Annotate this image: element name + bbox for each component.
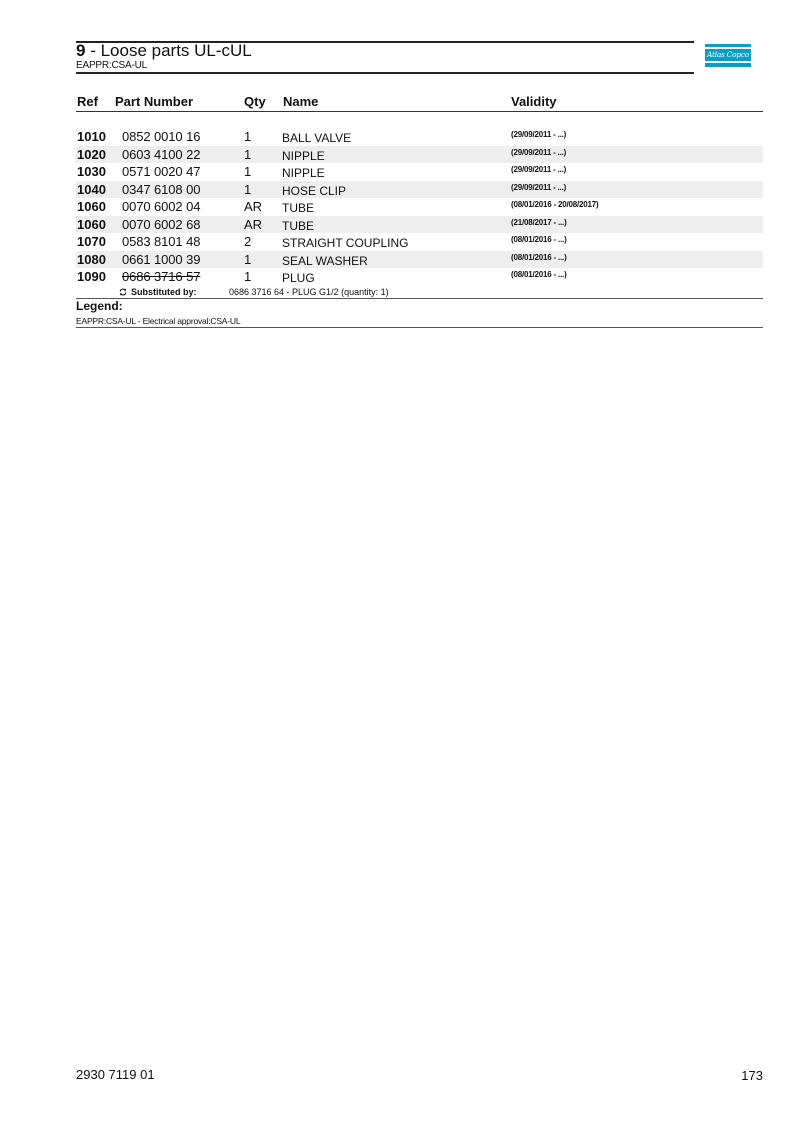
column-header-ref: Ref [77, 94, 98, 109]
ref-cell: 1070 [77, 234, 106, 249]
part-number-cell: 0661 1000 39 [122, 251, 201, 267]
section-title: - Loose parts UL-cUL [85, 41, 252, 60]
validity-cell: (29/09/2011 - ...) [511, 130, 567, 139]
validity-cell: (29/09/2011 - ...) [511, 165, 567, 174]
qty-cell: 1 [244, 251, 252, 267]
qty-cell: 1 [244, 181, 252, 197]
qty-cell: 1 [244, 146, 252, 162]
legend-text: EAPPR:CSA-UL - Electrical approval:CSA-UL [76, 316, 241, 326]
column-header-name: Name [283, 94, 319, 109]
ref-cell: 1060 [77, 216, 106, 232]
swap-icon [119, 288, 127, 296]
column-header-qty: Qty [244, 94, 266, 109]
part-number-cell: 0571 0020 47 [122, 164, 201, 179]
logo-bar-bottom [705, 63, 751, 67]
table-row [76, 233, 763, 251]
part-number-cell: 0603 4100 22 [122, 146, 201, 162]
ref-cell: 1080 [77, 251, 106, 267]
ref-cell: 1060 [77, 199, 106, 214]
table-row [76, 181, 763, 199]
table-row [76, 198, 763, 216]
name-cell: SEAL WASHER [282, 253, 368, 268]
column-header-validity: Validity [511, 94, 557, 109]
validity-cell: (08/01/2016 - ...) [511, 252, 567, 262]
document-number: 2930 7119 01 [76, 1067, 155, 1082]
ref-cell: 1030 [77, 164, 106, 179]
name-cell: TUBE [282, 201, 315, 215]
legend-bottom-rule [76, 327, 763, 328]
name-cell: PLUG [282, 271, 315, 285]
name-cell: TUBE [282, 218, 315, 233]
name-cell: NIPPLE [282, 166, 325, 180]
ref-cell: 1040 [77, 181, 106, 197]
qty-cell: 1 [244, 129, 252, 144]
legend-title: Legend: [76, 299, 123, 313]
column-header-rule [76, 111, 763, 112]
qty-cell: 2 [244, 234, 252, 249]
page-title [76, 41, 252, 61]
table-row [76, 163, 763, 181]
logo-bar-top [705, 44, 751, 47]
substituted-by-value: 0686 3716 64 - PLUG G1/2 (quantity: 1) [229, 287, 389, 297]
brand-logo [705, 44, 751, 67]
table-row [76, 251, 763, 269]
qty-cell: AR [244, 199, 263, 214]
name-cell: BALL VALVE [282, 131, 352, 145]
part-number-cell: 0070 6002 04 [122, 199, 201, 214]
part-number-cell: 0583 8101 48 [122, 234, 201, 249]
ref-cell: 1090 [77, 269, 106, 284]
name-cell: NIPPLE [282, 148, 325, 163]
section-number: 9 [76, 41, 86, 60]
logo-wordmark: Atlas Copco [705, 49, 751, 61]
legend-top-rule [76, 298, 763, 299]
table-row [76, 268, 763, 286]
validity-cell: (29/09/2011 - ...) [511, 147, 567, 157]
validity-cell: (29/09/2011 - ...) [511, 182, 567, 192]
qty-cell: 1 [244, 164, 252, 179]
name-cell: HOSE CLIP [282, 183, 347, 198]
part-number-cell: 0347 6108 00 [122, 181, 201, 197]
validity-cell: (08/01/2016 - 20/08/2017) [511, 200, 599, 209]
substituted-by-label [119, 286, 197, 298]
qty-cell: AR [244, 216, 263, 232]
substituted-by-text: Substituted by: [131, 287, 197, 297]
validity-cell: (21/08/2017 - ...) [511, 217, 567, 227]
name-cell: STRAIGHT COUPLING [282, 236, 409, 250]
table-row [76, 216, 763, 234]
ref-cell: 1010 [77, 129, 106, 144]
column-header-part-number: Part Number [115, 94, 194, 109]
validity-cell: (08/01/2016 - ...) [511, 270, 567, 279]
page-number: 173 [741, 1068, 763, 1083]
table-row [76, 146, 763, 164]
page-subtitle: EAPPR:CSA-UL [76, 60, 147, 71]
table-row [76, 128, 763, 146]
validity-cell: (08/01/2016 - ...) [511, 235, 567, 244]
part-number-cell: 0852 0010 16 [122, 129, 201, 144]
part-number-cell-superseded: 0686 3716 57 [122, 269, 201, 284]
parts-table [76, 128, 763, 286]
qty-cell: 1 [244, 269, 252, 284]
part-number-cell: 0070 6002 68 [122, 216, 201, 232]
ref-cell: 1020 [77, 146, 106, 162]
header-bottom-rule [76, 72, 694, 74]
